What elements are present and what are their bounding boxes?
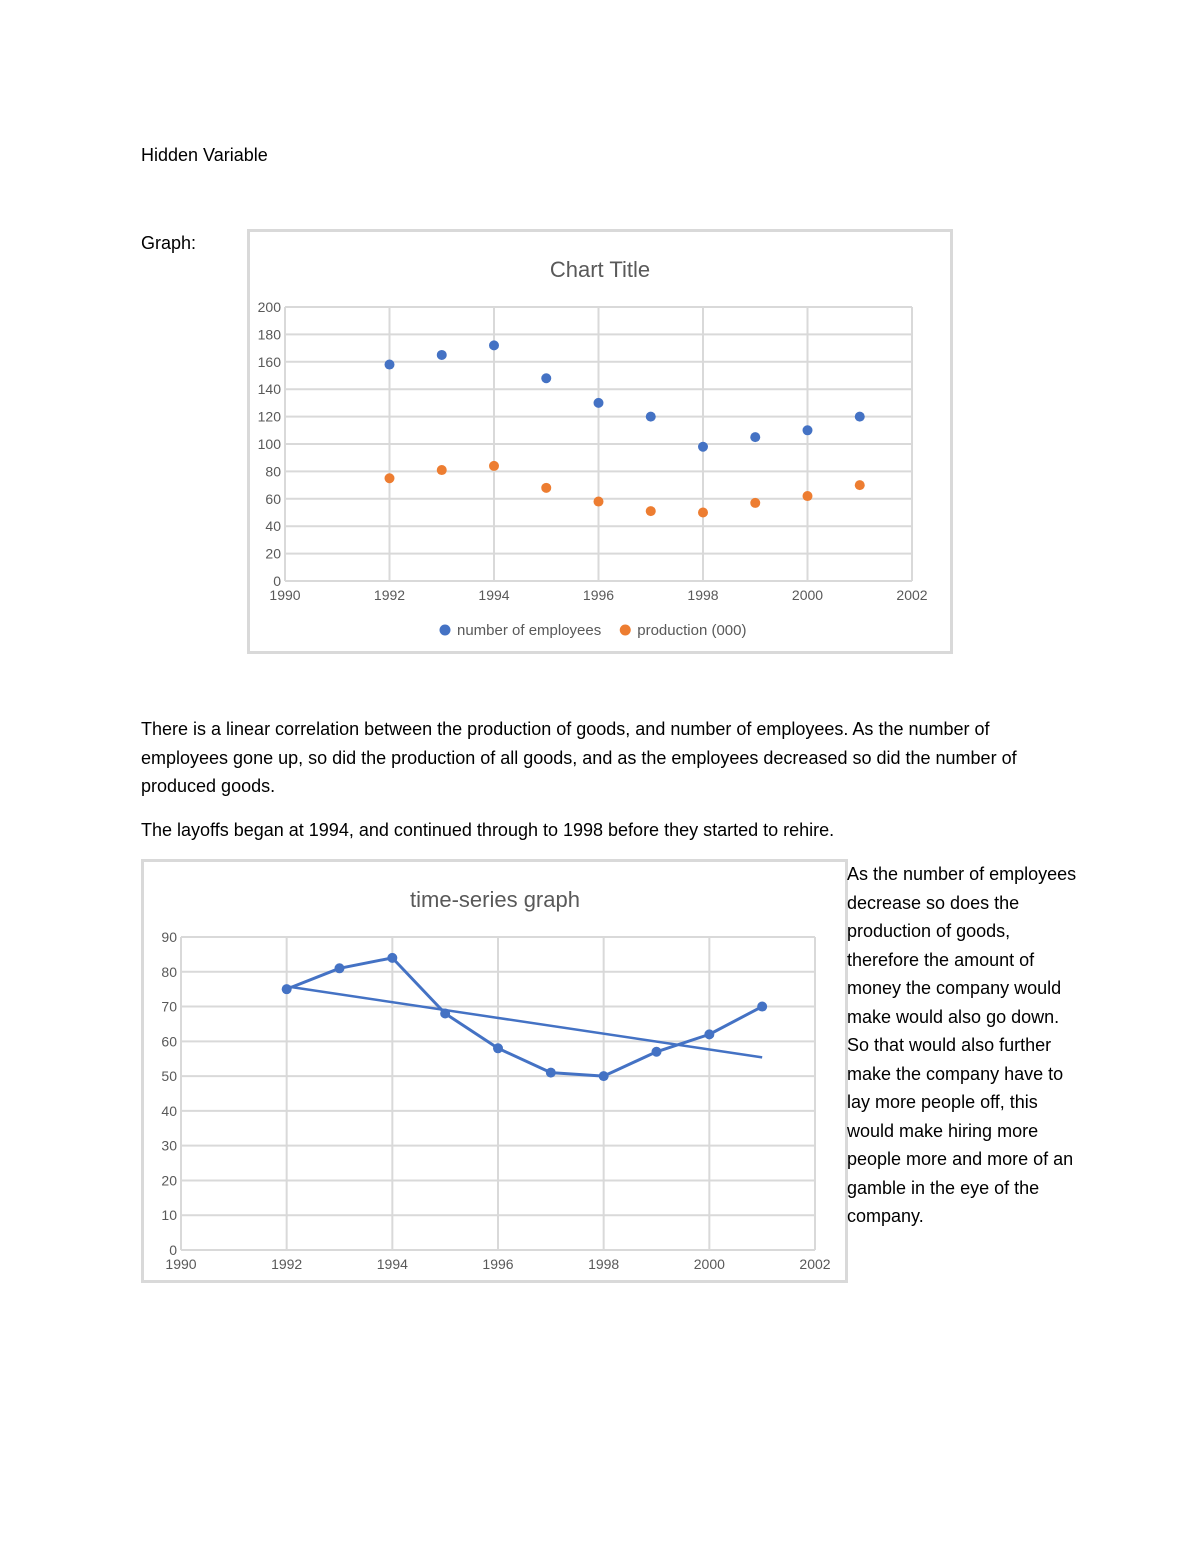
y-tick-label: 50: [161, 1068, 177, 1085]
y-tick-label: 160: [257, 353, 281, 370]
x-tick-label: 2000: [693, 1256, 725, 1272]
y-tick-label: 40: [161, 1102, 177, 1119]
data-point: [546, 1068, 556, 1078]
x-tick-label: 1996: [482, 1256, 514, 1272]
data-point: [704, 1029, 714, 1039]
scatter-chart: [247, 229, 953, 654]
trendline: [287, 986, 763, 1057]
x-tick-label: 1996: [582, 587, 615, 603]
layoffs-paragraph: The layoffs began at 1994, and continued through to 1998 before they started to rehire.: [141, 820, 835, 840]
data-point: [387, 953, 397, 963]
data-point: [594, 497, 604, 507]
y-tick-label: 60: [265, 490, 281, 507]
legend-label: production (000): [637, 622, 747, 639]
data-point: [437, 350, 447, 360]
y-tick-label: 0: [273, 573, 281, 589]
data-point: [599, 1071, 609, 1081]
data-point: [646, 412, 656, 422]
data-point: [489, 461, 499, 471]
scatter-chart-svg: [250, 232, 950, 651]
data-point: [493, 1043, 503, 1053]
data-point: [385, 473, 395, 483]
data-point: [594, 398, 604, 408]
x-tick-label: 1998: [588, 1256, 620, 1272]
series-line: [287, 958, 763, 1076]
side-paragraph: As the number of employees decrease so does the production of goods, therefore the amount of money the company would make would also go down. So that would also further make the company have to lay more people off, this would make hiring more people more and more of an gamble in the eye of the company.: [847, 864, 1077, 1226]
data-point: [437, 465, 447, 475]
data-point: [855, 412, 865, 422]
data-point: [698, 442, 708, 452]
x-tick-label: 2002: [799, 1256, 831, 1272]
y-tick-label: 180: [257, 326, 281, 343]
x-tick-label: 1994: [478, 587, 510, 603]
y-tick-label: 0: [169, 1242, 177, 1258]
x-tick-label: 2000: [791, 587, 824, 603]
data-point: [698, 508, 708, 518]
y-tick-label: 30: [161, 1137, 177, 1154]
x-tick-label: 1990: [165, 1256, 197, 1272]
data-point: [750, 432, 760, 442]
x-tick-label: 1998: [687, 587, 719, 603]
y-tick-label: 20: [265, 545, 281, 562]
y-tick-label: 200: [257, 299, 281, 315]
data-point: [652, 1047, 662, 1057]
time-series-chart: [141, 859, 848, 1283]
y-tick-label: 40: [265, 518, 281, 535]
graph-label: Graph:: [141, 233, 197, 253]
data-point: [803, 425, 813, 435]
data-point: [385, 360, 395, 370]
y-tick-label: 140: [257, 381, 281, 398]
legend-label: number of employees: [457, 622, 602, 639]
x-tick-label: 1990: [269, 587, 301, 603]
time-series-chart-svg: [144, 862, 845, 1280]
data-point: [757, 1002, 767, 1012]
data-point: [646, 506, 656, 516]
x-tick-label: 2002: [896, 587, 928, 603]
data-point: [750, 498, 760, 508]
data-point: [440, 1009, 450, 1019]
legend-marker: [620, 625, 631, 636]
chart-title: Chart Title: [549, 257, 651, 282]
y-tick-label: 70: [161, 998, 177, 1015]
y-tick-label: 10: [161, 1207, 177, 1224]
document-heading: Hidden Variable: [141, 145, 268, 165]
correlation-paragraph: There is a linear correlation between the production of goods, and number of employees. As the number of employees gone up, so did the production of all goods, and as the employees decreased so did the number of produced goods.: [141, 719, 1017, 796]
y-tick-label: 20: [161, 1172, 177, 1189]
data-point: [489, 340, 499, 350]
x-tick-label: 1994: [376, 1256, 408, 1272]
data-point: [803, 491, 813, 501]
x-tick-label: 1992: [271, 1256, 303, 1272]
legend-marker: [440, 625, 451, 636]
y-tick-label: 90: [161, 929, 177, 945]
y-tick-label: 80: [161, 963, 177, 980]
data-point: [541, 483, 551, 493]
data-point: [855, 480, 865, 490]
y-tick-label: 100: [257, 436, 281, 452]
x-tick-label: 1992: [373, 587, 406, 603]
data-point: [541, 373, 551, 383]
data-point: [282, 984, 292, 994]
data-point: [335, 963, 345, 973]
chart-title: time-series graph: [410, 887, 580, 912]
y-tick-label: 60: [161, 1033, 177, 1050]
y-tick-label: 120: [257, 408, 281, 425]
y-tick-label: 80: [265, 463, 281, 480]
